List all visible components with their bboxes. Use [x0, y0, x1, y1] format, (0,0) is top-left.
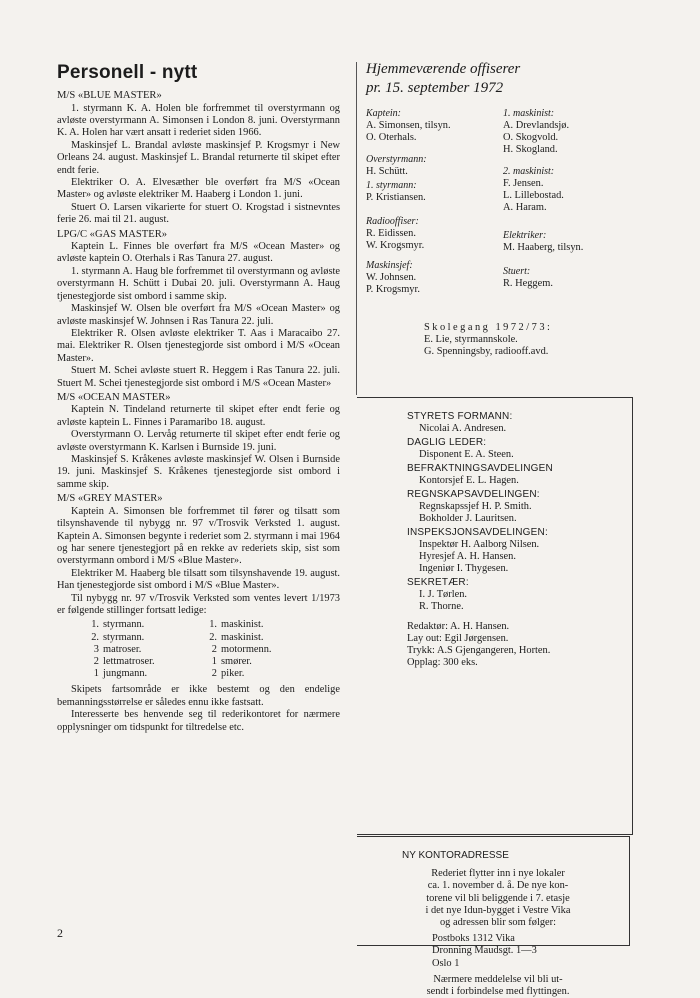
group-label: Maskinsjef:	[366, 260, 413, 271]
officer-group-elektriker	[503, 230, 583, 254]
officers-title-date: pr. 15. september 1972	[366, 80, 504, 96]
colophon-line: Redaktør: A. H. Hansen.	[407, 621, 510, 632]
directory-entry: Nicolai A. Andresen.	[419, 423, 507, 434]
officers-title-line: Hjemmeværende offiserer	[366, 61, 521, 77]
officer-name: W. Krogsmyr.	[366, 240, 425, 251]
officer-group-maskinist1	[503, 108, 569, 156]
section-blue-master	[57, 90, 340, 227]
paragraph: Maskinsjef S. Kråkenes avløste maskinsjef W. Olsen i Burnside 19. juni. Maskinsjef S. Kråkenes tjenestegjorde sist ombord i samme skip.	[57, 454, 340, 490]
schooling-line: E. Lie, styrmannskole.	[424, 334, 518, 345]
paragraph: 1. styrmann A. Haug ble forfremmet til overstyrmann og avløste overstyrmann H. Schütt i Dubai 20. juli. Overstyrmann A. Haug tjenestegjorde sist ombord i samme skip.	[57, 265, 340, 302]
directory-entry: Disponent E. A. Steen.	[419, 449, 514, 460]
officer-name: H. Skogland.	[503, 144, 558, 155]
position-role: lettmatroser.	[103, 656, 155, 668]
paragraph: Kaptein L. Finnes ble overført fra M/S «Ocean Master» og avløste kaptein O. Oterhals i Ras Tanura 27. august.	[57, 241, 340, 265]
position-role: matroser.	[103, 643, 142, 655]
page-number: 2	[57, 926, 63, 940]
paragraph: Overstyrmann O. Lervåg returnerte til skipet efter endt ferie og avløste overstyrmann K. Karlsen i Burnside 19. juni.	[57, 429, 340, 453]
section-heading: M/S «OCEAN MASTER»	[57, 391, 171, 403]
table-row	[85, 632, 272, 644]
vacant-positions-table	[85, 619, 272, 680]
section-gas-master	[57, 229, 340, 390]
personnel-news-column	[57, 62, 340, 734]
directory-heading: REGNSKAPSAVDELINGEN:	[407, 489, 540, 500]
officer-group-kaptein	[366, 108, 451, 144]
officer-group-maskinsjef	[366, 260, 420, 296]
table-row	[85, 644, 272, 656]
address-text: Rederiet flytter inn i nye lokaler	[431, 868, 565, 880]
position-count: 2	[211, 668, 217, 680]
schooling-block	[424, 322, 664, 358]
position-role: motormenn.	[221, 643, 272, 655]
paragraph: Maskinsjef W. Olsen ble overført fra M/S «Ocean Master» og avløste maskinsjef W. Johnsen i Ras Tanura 22. juli.	[57, 303, 340, 327]
paragraph: 1. styrmann K. A. Holen ble forfremmet til overstyrmann og avløste overstyrmann A. Simonsen i London 8. juni. Overstyrmann K. A. Holen har vært ansatt i rederiet siden 1966.	[57, 102, 340, 139]
directory-heading: BEFRAKTNINGSAVDELINGEN	[407, 463, 553, 474]
officer-name: W. Johnsen.	[366, 272, 417, 283]
paragraph: Interesserte bes henvende seg til rederikontoret for nærmere opplysninger om tidspunkt for tiltredelse etc.	[57, 709, 340, 733]
officer-name: O. Skogvold.	[503, 132, 559, 143]
position-count: 1.	[209, 619, 217, 631]
officer-name: P. Kristiansen.	[366, 192, 426, 203]
paragraph: Stuert M. Schei avløste stuert R. Heggem i Ras Tanura 22. juli. Stuert M. Schei tjenestegjorde sist ombord i M/S «Ocean Master»	[57, 365, 340, 389]
officer-group-styrmann	[366, 180, 426, 204]
position-role: maskinist.	[221, 619, 264, 631]
officer-name: R. Heggem.	[503, 278, 553, 289]
officer-name: A. Simonsen, tilsyn.	[366, 120, 451, 131]
paragraph: Skipets fartsområde er ikke bestemt og den endelige bemanningsstørrelse er således ennu ikke fastsatt.	[57, 684, 340, 708]
address-line: Postboks 1312 Vika	[432, 933, 515, 945]
paragraph: Elektriker O. A. Elvesæther ble overført fra M/S «Ocean Master» og avløste elektriker M. Haaberg i London 1. juni.	[57, 176, 340, 201]
paragraph: Stuert O. Larsen vikarierte for stuert O. Krogstad i sistnevntes ferie 26. mai til 21. august.	[57, 201, 340, 226]
group-label: Elektriker:	[503, 230, 547, 241]
table-row	[85, 656, 272, 668]
paragraph: Kaptein N. Tindeland returnerte til skipet efter endt ferie og avløste kaptein L. Finnes i Paramaribo 18. august.	[57, 404, 340, 428]
officer-name: M. Haaberg, tilsyn.	[503, 242, 584, 253]
schooling-title: Skolegang 1972/73:	[424, 322, 553, 333]
directory-heading: STYRETS FORMANN:	[407, 411, 513, 422]
address-note: Nærmere meddelelse vil bli ut-	[433, 973, 563, 985]
section-heading: M/S «GREY MASTER»	[57, 493, 163, 505]
position-count: 3	[93, 643, 99, 655]
officer-group-overstyrmann	[366, 154, 427, 178]
directory-entry: Bokholder J. Lauritsen.	[419, 513, 517, 524]
paragraph: Elektriker R. Olsen avløste elektriker T. Aas i Maracaibo 27. mai. Elektriker R. Olsen tjenestegjorde sist ombord i M/S «Ocean Master».	[57, 327, 340, 364]
postal-address	[378, 933, 618, 970]
group-label: 1. maskinist:	[503, 108, 555, 119]
address-note: sendt i forbindelse med flyttingen.	[426, 986, 570, 998]
officer-group-stuert	[503, 266, 553, 290]
officer-name: O. Oterhals.	[366, 132, 417, 143]
address-text: torene vil bli beliggende i 7. etasje	[426, 892, 570, 904]
table-row	[85, 619, 272, 631]
directory-entry: Regnskapssjef H. P. Smith.	[419, 501, 532, 512]
officer-name: P. Krogsmyr.	[366, 284, 420, 295]
officer-group-radio	[366, 216, 424, 252]
officer-name: A. Haram.	[503, 202, 547, 213]
officer-name: H. Schütt.	[366, 166, 408, 177]
group-label: Radiooffiser:	[366, 216, 419, 227]
position-count: 1.	[91, 619, 99, 631]
position-count: 2.	[209, 631, 217, 643]
position-role: jungmann.	[103, 668, 148, 680]
directory-heading: SEKRETÆR:	[407, 577, 469, 588]
address-heading: NY KONTORADRESSE	[402, 850, 509, 861]
directory-entry: Kontorsjef E. L. Hagen.	[419, 475, 519, 486]
position-count: 1	[211, 656, 217, 668]
directory-heading: DAGLIG LEDER:	[407, 437, 487, 448]
paragraph: Kaptein A. Simonsen ble forfremmet til fører og tilsatt som tilsynshavende til nybygg nr. 97 v/Trosvik Verksted 1. august. Kaptein A. Simonsen begynte i rederiet som 2. styrmann i mai 1964 og har senere tjenestegjort på en rekke av rederiets skip, sist som overstyrmann ombord i M/S «Blue Master».	[57, 505, 340, 567]
directory-entry: Hyresjef A. H. Hansen.	[419, 551, 516, 562]
position-count: 1	[93, 668, 99, 680]
position-count: 2.	[91, 631, 99, 643]
officer-name: L. Lillebostad.	[503, 190, 564, 201]
section-heading: M/S «BLUE MASTER»	[57, 90, 162, 101]
position-role: styrmann.	[103, 631, 145, 643]
company-directory	[407, 409, 627, 669]
paragraph: Til nybygg nr. 97 v/Trosvik Verksted som ventes levert 1/1973 er følgende stillinger fortsatt ledige:	[57, 592, 340, 617]
position-count: 2	[93, 656, 99, 668]
position-role: styrmann.	[103, 619, 145, 631]
address-text: ca. 1. november d. å. De nye kon-	[427, 880, 569, 892]
officer-group-maskinist2	[503, 166, 564, 214]
directory-entry: Inspektør H. Aalborg Nilsen.	[419, 539, 540, 550]
schooling-line: G. Spenningsby, radiooff.avd.	[424, 346, 549, 357]
paragraph: Elektriker M. Haaberg ble tilsatt som tilsynshavende 19. august. Han tjenestegjorde sist ombord i M/S «Blue Master».	[57, 567, 340, 592]
group-label: Overstyrmann:	[366, 154, 427, 165]
group-label: Stuert:	[503, 266, 531, 277]
officers-grid	[366, 108, 656, 358]
section-heading: LPG/C «GAS MASTER»	[57, 228, 168, 240]
page-title: Personell - nytt	[57, 62, 198, 83]
address-text: og adressen blir som følger:	[439, 917, 556, 929]
directory-heading: INSPEKSJONSAVDELINGEN:	[407, 527, 548, 538]
directory-entry: R. Thorne.	[419, 601, 464, 612]
paragraph: Maskinsjef L. Brandal avløste maskinsjef P. Krogsmyr i New Orleans 24. august. Maskinsjef L. Brandal returnerte til skipet efter endt ferie.	[57, 139, 340, 176]
group-label: Kaptein:	[366, 108, 401, 119]
section-ocean-master	[57, 392, 340, 491]
directory-entry: Ingeniør I. Thygesen.	[419, 563, 509, 574]
officers-column	[366, 60, 656, 358]
officer-name: A. Drevlandsjø.	[503, 120, 570, 131]
address-line: Dronning Maudsgt. 1—3	[432, 945, 537, 957]
position-role: smører.	[221, 656, 252, 668]
group-label: 2. maskinist:	[503, 166, 555, 177]
position-role: maskinist.	[221, 631, 264, 643]
colophon-line: Opplag: 300 eks.	[407, 657, 478, 668]
section-grey-master	[57, 493, 340, 617]
address-text: i det nye Idun-bygget i Vestre Vika	[425, 904, 571, 916]
colophon-line: Lay out: Egil Jørgensen.	[407, 633, 509, 644]
directory-entry: I. J. Tørlen.	[419, 589, 468, 600]
address-line: Oslo 1	[432, 957, 460, 969]
officer-name: R. Eidissen.	[366, 228, 416, 239]
new-office-address	[378, 850, 618, 998]
officer-name: F. Jensen.	[503, 178, 544, 189]
table-row	[85, 668, 272, 680]
officers-title	[366, 60, 656, 98]
position-role: piker.	[221, 668, 245, 680]
group-label: 1. styrmann:	[366, 180, 417, 191]
colophon-line: Trykk: A.S Gjengangeren, Horten.	[407, 645, 551, 656]
position-count: 2	[211, 643, 217, 655]
column-divider	[356, 62, 357, 395]
